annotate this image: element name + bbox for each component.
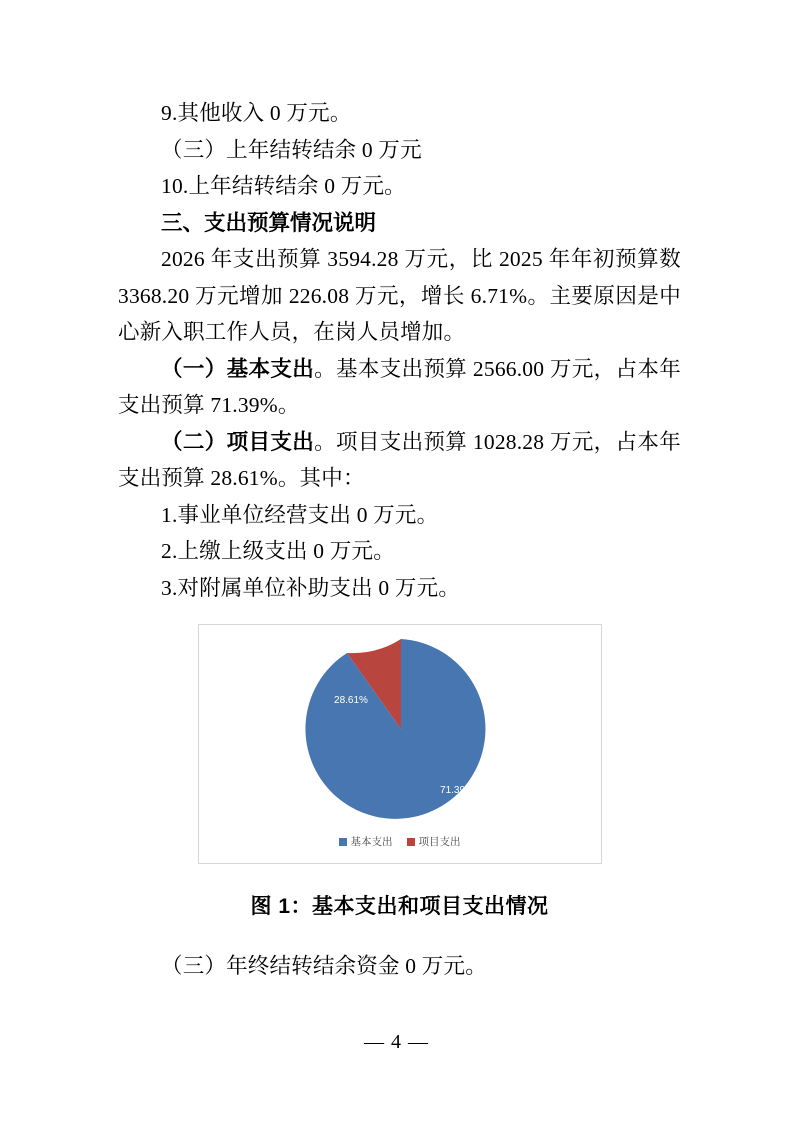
paragraph-other-income: 9.其他收入 0 万元。 bbox=[161, 101, 352, 125]
paragraph-carryover-amount: 10.上年结转结余 0 万元。 bbox=[161, 174, 406, 198]
figure-caption: 图 1：基本支出和项目支出情况 bbox=[250, 895, 549, 918]
legend-item-basic bbox=[339, 834, 393, 849]
paragraph-project-expenditure bbox=[118, 424, 681, 497]
paragraph-year-end-balance: （三）年终结转结余资金 0 万元。 bbox=[161, 954, 487, 978]
pie-chart-svg bbox=[199, 631, 603, 827]
pie-label-basic: 71.39% bbox=[439, 785, 474, 796]
text-project-expenditure: 。项目支出预算 1028.28 万元，占本年支出预算 28.61%。其中： bbox=[118, 429, 681, 490]
list-item-operating-expenditure: 1.事业单位经营支出 0 万元。 bbox=[161, 502, 439, 527]
paragraph-basic-expenditure bbox=[118, 351, 681, 424]
legend-label-project: 项目支出 bbox=[418, 836, 461, 848]
section-heading-expenditure: 三、支出预算情况说明 bbox=[161, 210, 377, 235]
chart-legend bbox=[199, 834, 601, 849]
page-number: — 4 — bbox=[364, 1031, 429, 1053]
label-project-expenditure: （二）项目支出 bbox=[161, 429, 315, 454]
legend-swatch-basic-icon bbox=[339, 838, 347, 846]
label-basic-expenditure: （一）基本支出 bbox=[161, 356, 315, 381]
list-item-subsidiary-subsidy: 3.对附属单位补助支出 0 万元。 bbox=[161, 575, 461, 600]
list-item-upper-level-expenditure: 2.上缴上级支出 0 万元。 bbox=[161, 539, 395, 563]
paragraph-carryover-heading: （三）上年结转结余 0 万元 bbox=[161, 137, 422, 162]
legend-label-basic: 基本支出 bbox=[350, 836, 393, 848]
text-basic-expenditure: 。基本支出预算 2566.00 万元，占本年支出预算 71.39%。 bbox=[118, 356, 681, 417]
legend-swatch-project-icon bbox=[407, 838, 415, 846]
legend-item-project bbox=[407, 834, 461, 849]
paragraph-expenditure-summary: 2026 年支出预算 3594.28 万元，比 2025 年年初预算数 3368.20 万元增加 226.08 万元，增长 6.71%。主要原因是中心新入职工作人员，在岗人员增加。 bbox=[118, 247, 681, 344]
pie-chart-plot-area bbox=[199, 631, 603, 827]
pie-label-project: 28.61% bbox=[333, 695, 368, 706]
pie-chart bbox=[198, 624, 602, 864]
